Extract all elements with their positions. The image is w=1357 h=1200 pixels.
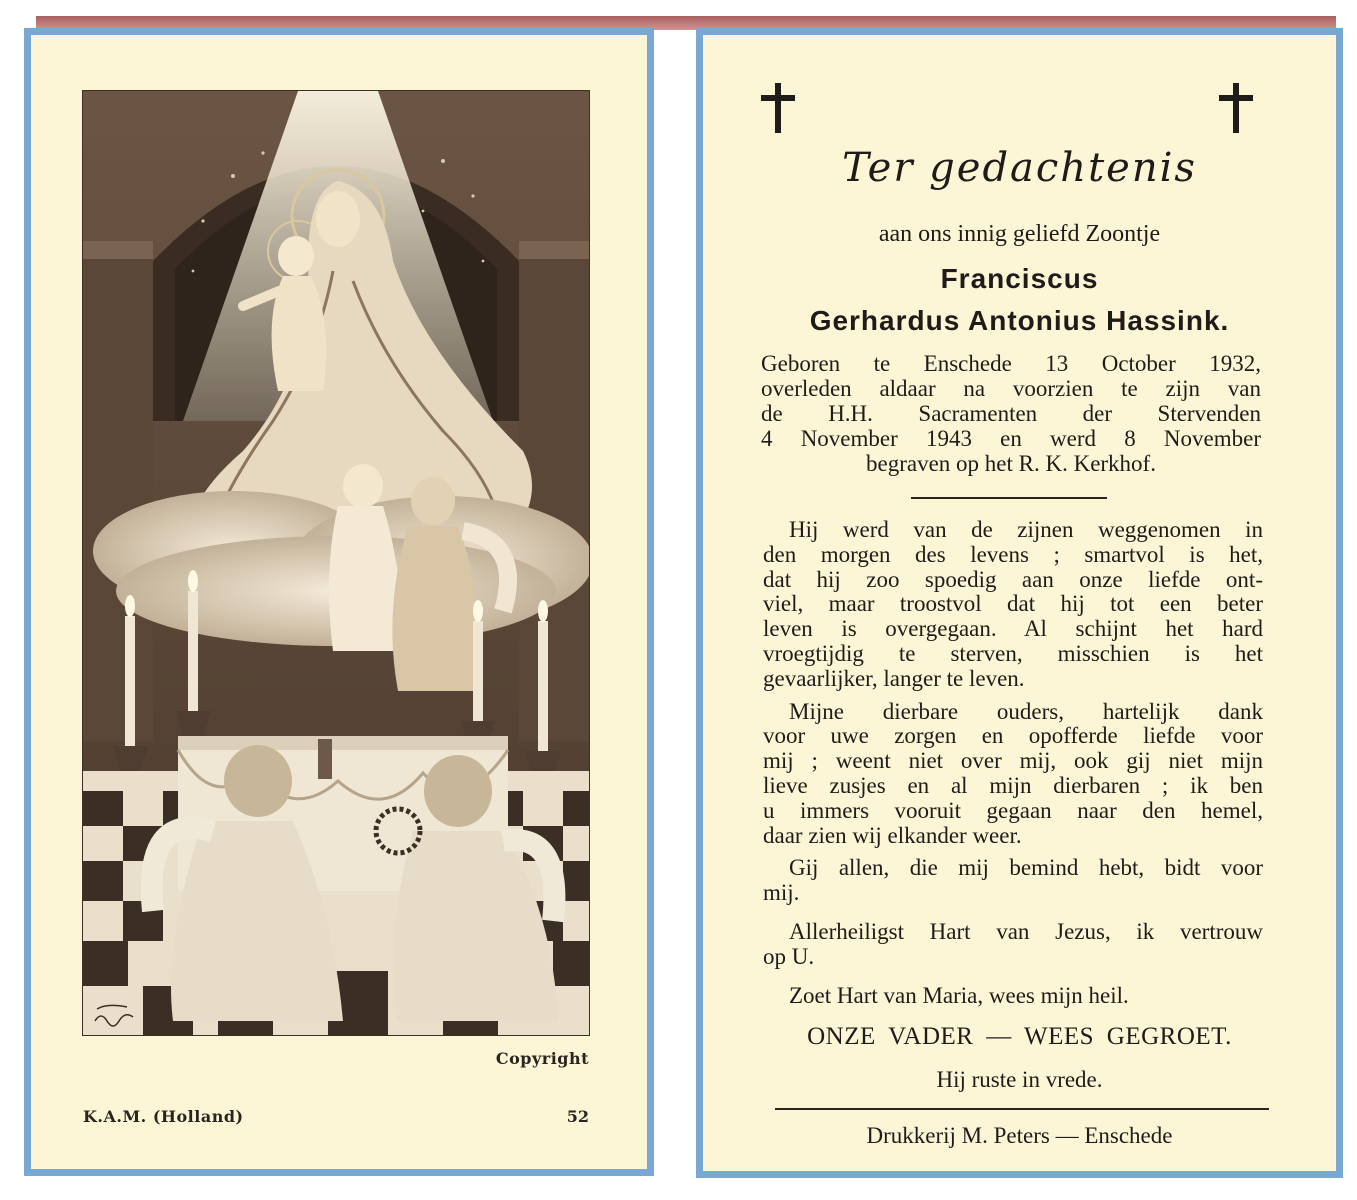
prayer-card-front xyxy=(24,28,654,1176)
publisher-label: K.A.M. (Holland) xyxy=(83,1107,244,1126)
paragraph xyxy=(763,700,1263,849)
text-line: mij ; weent niet over mij, ook gij niet mijn xyxy=(763,748,1263,774)
paragraph xyxy=(763,984,1263,1009)
paragraph xyxy=(763,518,1263,692)
memorial-subtitle: aan ons innig geliefd Zoontje xyxy=(878,221,1161,247)
rest-in-peace-line: Hij ruste in vrede. xyxy=(936,1067,1103,1092)
text-line: Zoet Hart van Maria, wees mijn heil. xyxy=(789,982,1129,1008)
deceased-full-name: Gerhardus Antonius Hassink. xyxy=(809,305,1230,336)
text-line: mij. xyxy=(763,880,800,906)
latin-cross-icon xyxy=(761,83,795,133)
section-divider xyxy=(911,497,1107,499)
text-line: dat hij zoo spoedig aan onze liefde ont- xyxy=(763,566,1263,592)
madonna-and-child-with-angels-image xyxy=(83,91,589,1035)
text-line: Mijne dierbare ouders, hartelijk dank xyxy=(789,698,1263,724)
card-number: 52 xyxy=(566,1107,589,1126)
text-line: Hij werd van de zijnen weggenomen in xyxy=(789,517,1263,542)
memorial-text xyxy=(763,518,1263,1016)
paragraph xyxy=(763,856,1263,906)
biography-block xyxy=(761,351,1261,476)
prayer-card-back xyxy=(696,28,1343,1178)
paragraph xyxy=(763,920,1263,970)
text-line: vroegtijdig te sterven, misschien is het xyxy=(763,640,1263,666)
devotional-illustration xyxy=(82,90,590,1036)
bio-line: 4 November 1943 en werd 8 November xyxy=(761,426,1261,451)
text-line: lieve zusjes en al mijn dierbaren ; ik ben xyxy=(763,772,1263,798)
text-line: Gij allen, die mij bemind hebt, bidt voor xyxy=(789,855,1263,881)
text-line: daar zien wij elkander weer. xyxy=(763,822,1022,848)
prayer-line: ONZE VADER — WEES GEGROET. xyxy=(807,1023,1232,1050)
bio-line: overleden aldaar na voorzien te zijn van xyxy=(761,376,1261,401)
copyright-label: Copyright xyxy=(495,1049,589,1068)
text-line: gevaarlijker, langer te leven. xyxy=(763,665,1025,691)
latin-cross-icon xyxy=(1219,83,1253,133)
text-line: viel, maar troostvol dat hij tot een beter xyxy=(763,591,1263,617)
bio-line: begraven op het R. K. Kerkhof. xyxy=(866,451,1156,476)
text-line: u immers vooruit gegaan naar den hemel, xyxy=(763,797,1263,823)
text-line: leven is overgegaan. Al schijnt het hard xyxy=(763,616,1263,642)
printer-credit: Drukkerij M. Peters — Enschede xyxy=(866,1123,1173,1148)
bio-line: de H.H. Sacramenten der Stervenden xyxy=(761,401,1261,426)
text-line: den morgen des levens ; smartvol is het, xyxy=(763,541,1263,567)
memorial-title: Ter gedachtenis xyxy=(842,145,1197,191)
text-line: Allerheiligst Hart van Jezus, ik vertrouw xyxy=(789,918,1263,944)
footer-divider xyxy=(775,1108,1269,1110)
deceased-first-name: Franciscus xyxy=(940,263,1099,294)
text-line: op U. xyxy=(763,943,815,969)
bio-line: Geboren te Enschede 13 October 1932, xyxy=(761,351,1261,376)
text-line: voor uwe zorgen en opofferde liefde voor xyxy=(763,723,1263,749)
